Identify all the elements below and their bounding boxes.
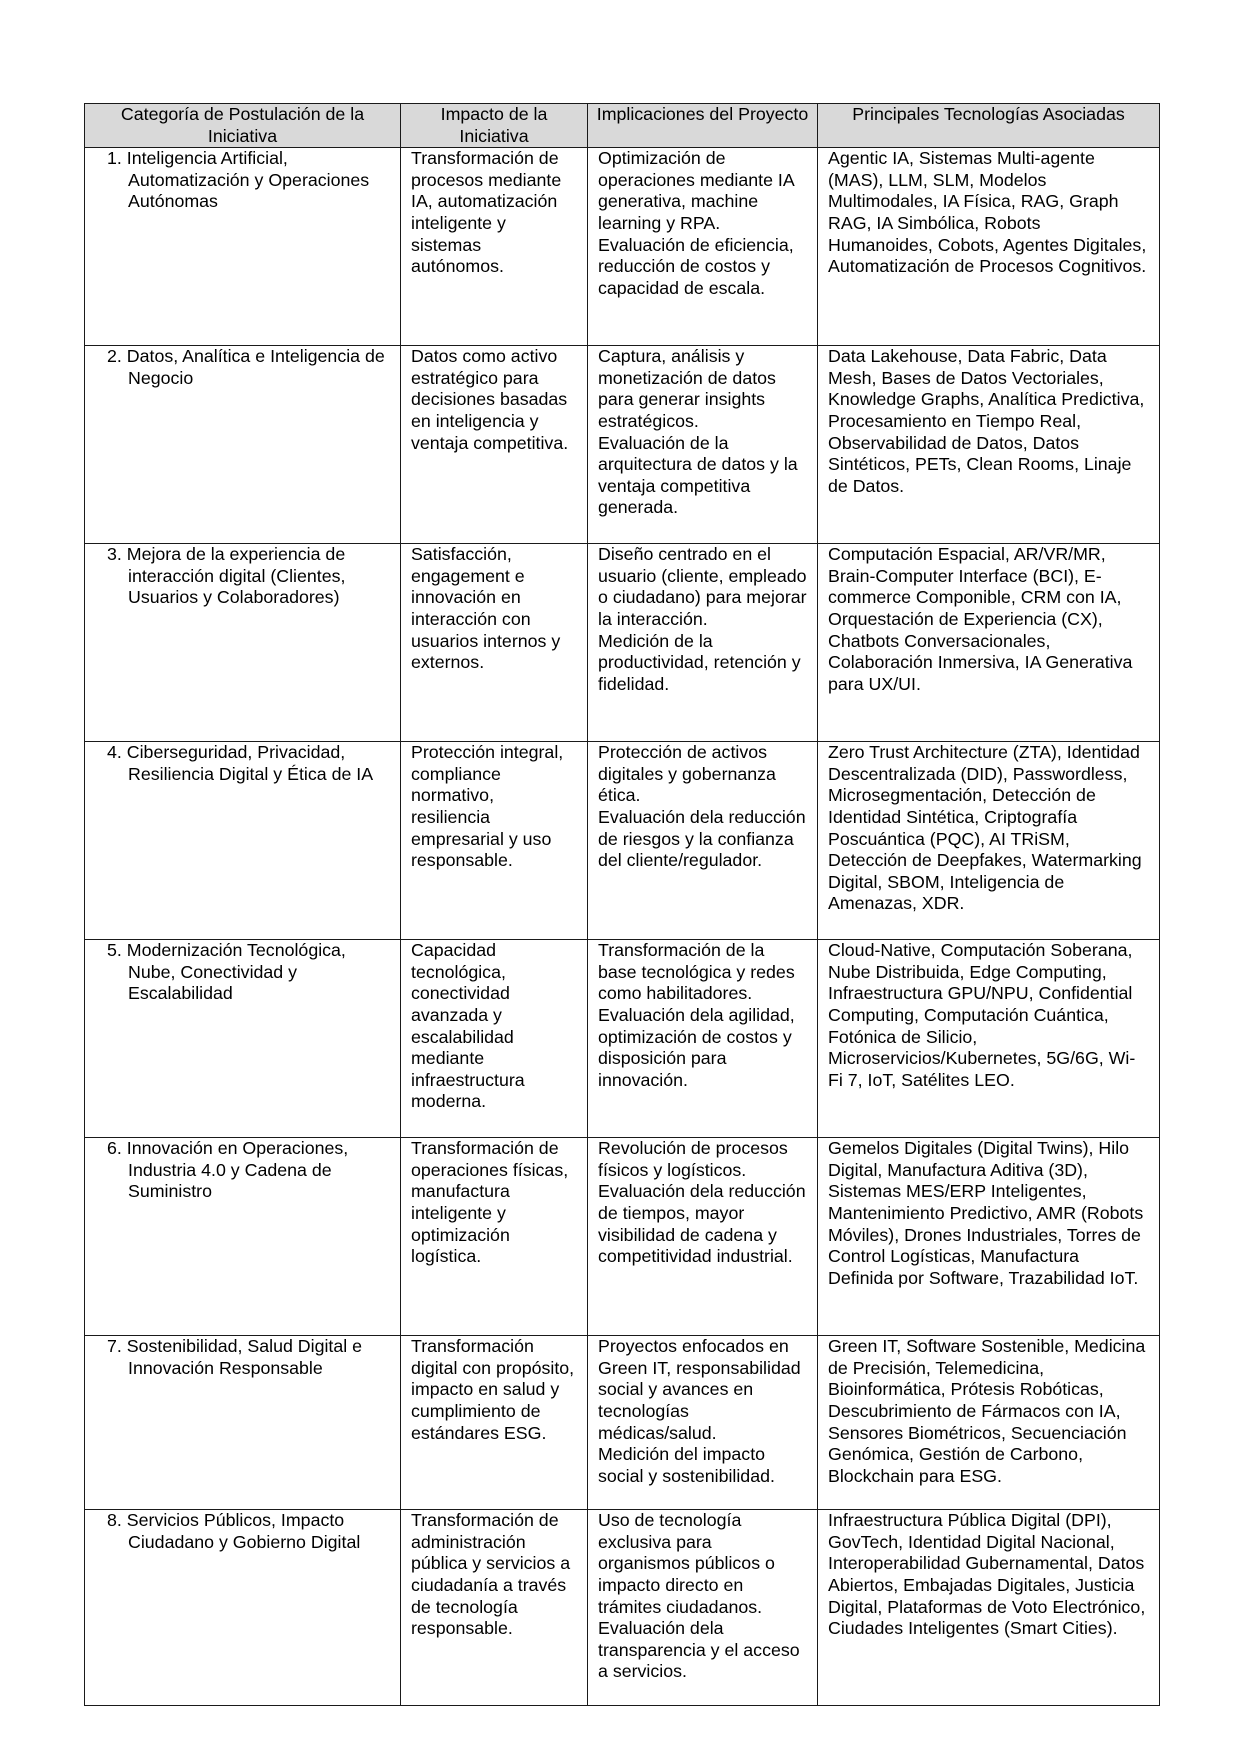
table-row <box>85 1336 1160 1510</box>
cell-impact-text: Protección integral, compliance normativo, resiliencia empresarial y uso responsable. <box>411 742 564 871</box>
cell-implications <box>588 148 818 346</box>
cell-category-text: 1. Inteligencia Artificial, Automatización y Operaciones Autónomas <box>107 148 370 212</box>
cell-category-text: 5. Modernización Tecnológica, Nube, Conectividad y Escalabilidad <box>107 940 346 1004</box>
cell-category-text: 3. Mejora de la experiencia de interacción digital (Clientes, Usuarios y Colaboradores) <box>107 544 346 608</box>
initiative-categories-table <box>84 103 1160 1706</box>
cell-technologies-text: Computación Espacial, AR/VR/MR, Brain-Computer Interface (BCI), E-commerce Componible, CRM con IA, Orquestación de Experiencia (CX), Chatbots Conversacionales, Colaboración Inmersiva, IA Generativa para UX/UI. <box>828 544 1133 694</box>
cell-category <box>85 1138 401 1336</box>
cell-impact <box>401 1138 588 1336</box>
cell-category-text: 8. Servicios Públicos, Impacto Ciudadano y Gobierno Digital <box>107 1510 361 1552</box>
cell-implications <box>588 742 818 940</box>
cell-technologies-text: Infraestructura Pública Digital (DPI), GovTech, Identidad Digital Nacional, Interoperabilidad Gubernamental, Datos Abiertos, Embajadas Digitales, Justicia Digital, Plataformas de Voto Electrónico, Ciudades Inteligentes (Smart Cities). <box>828 1510 1146 1639</box>
cell-implications-text: Diseño centrado en el usuario (cliente, empleado o ciudadano) para mejorar la interacción. Medición de la productividad, retención y fidelidad. <box>598 544 807 694</box>
cell-category <box>85 1336 401 1510</box>
cell-technologies-text: Zero Trust Architecture (ZTA), Identidad Descentralizada (DID), Passwordless, Microsegmentación, Detección de Identidad Sintética, Criptografía Poscuántica (PQC), AI TRiSM, Detección de Deepfakes, Watermarking Digital, SBOM, Inteligencia de Amenazas, XDR. <box>828 742 1142 914</box>
cell-implications-text: Transformación de la base tecnológica y redes como habilitadores. Evaluación dela agilidad, optimización de costos y disposición para innovación. <box>598 940 795 1090</box>
header-implications: Implicaciones del Proyecto <box>588 104 818 148</box>
cell-technologies <box>818 742 1160 940</box>
cell-impact-text: Satisfacción, engagement e innovación en interacción con usuarios internos y externos. <box>411 544 561 673</box>
cell-technologies-text: Gemelos Digitales (Digital Twins), Hilo Digital, Manufactura Aditiva (3D), Sistemas MES/ERP Inteligentes, Mantenimiento Predictivo, AMR (Robots Móviles), Drones Industriales, Torres de Control Logísticas, Manufactura Definida por Software, Trazabilidad IoT. <box>828 1138 1144 1288</box>
table-row <box>85 346 1160 544</box>
cell-technologies <box>818 940 1160 1138</box>
cell-impact <box>401 940 588 1138</box>
cell-impact-text: Transformación de administración pública y servicios a ciudadanía a través de tecnología responsable. <box>411 1510 571 1639</box>
cell-impact-text: Transformación digital con propósito, impacto en salud y cumplimiento de estándares ESG. <box>411 1336 575 1443</box>
cell-technologies-text: Green IT, Software Sostenible, Medicina de Precisión, Telemedicina, Bioinformática, Prótesis Robóticas, Descubrimiento de Fármacos con IA, Sensores Biométricos, Secuenciación Genómica, Gestión de Carbono, Blockchain para ESG. <box>828 1336 1146 1486</box>
cell-impact <box>401 346 588 544</box>
cell-category-text: 4. Ciberseguridad, Privacidad, Resiliencia Digital y Ética de IA <box>107 742 374 784</box>
cell-category-text: 7. Sostenibilidad, Salud Digital e Innovación Responsable <box>107 1336 363 1378</box>
cell-technologies <box>818 1510 1160 1706</box>
cell-technologies-text: Cloud-Native, Computación Soberana, Nube Distribuida, Edge Computing, Infraestructura GPU/NPU, Confidential Computing, Computación Cuántica, Fotónica de Silicio, Microservicios/Kubernetes, 5G/6G, Wi-Fi 7, IoT, Satélites LEO. <box>828 940 1136 1090</box>
cell-impact <box>401 742 588 940</box>
cell-technologies <box>818 148 1160 346</box>
cell-impact-text: Datos como activo estratégico para decisiones basadas en inteligencia y ventaja competitiva. <box>411 346 569 453</box>
cell-category <box>85 742 401 940</box>
cell-category-text: 6. Innovación en Operaciones, Industria 4.0 y Cadena de Suministro <box>107 1138 349 1202</box>
cell-technologies <box>818 544 1160 742</box>
cell-technologies <box>818 1138 1160 1336</box>
cell-impact-text: Transformación de procesos mediante IA, automatización inteligente y sistemas autónomos. <box>411 148 562 277</box>
cell-impact <box>401 544 588 742</box>
cell-impact <box>401 1336 588 1510</box>
cell-technologies-text: Data Lakehouse, Data Fabric, Data Mesh, Bases de Datos Vectoriales, Knowledge Graphs, Analítica Predictiva, Procesamiento en Tiempo Real, Observabilidad de Datos, Datos Sintéticos, PETs, Clean Rooms, Linaje de Datos. <box>828 346 1145 496</box>
cell-impact <box>401 1510 588 1706</box>
cell-category-text: 2. Datos, Analítica e Inteligencia de Negocio <box>107 346 385 388</box>
table-row <box>85 544 1160 742</box>
table-row <box>85 940 1160 1138</box>
header-row <box>85 104 1160 148</box>
table-body <box>85 148 1160 1706</box>
cell-implications-text: Captura, análisis y monetización de datos para generar insights estratégicos. Evaluación de la arquitectura de datos y la ventaja competitiva generada. <box>598 346 798 518</box>
cell-implications-text: Optimización de operaciones mediante IA generativa, machine learning y RPA. Evaluación de eficiencia, reducción de costos y capacidad de escala. <box>598 148 794 298</box>
cell-implications-text: Proyectos enfocados en Green IT, responsabilidad social y avances en tecnologías médicas/salud. Medición del impacto social y sostenibilidad. <box>598 1336 801 1486</box>
cell-category <box>85 544 401 742</box>
table-row <box>85 742 1160 940</box>
header-technologies: Principales Tecnologías Asociadas <box>818 104 1160 148</box>
table-row <box>85 1138 1160 1336</box>
cell-implications <box>588 1510 818 1706</box>
cell-technologies <box>818 1336 1160 1510</box>
cell-implications <box>588 346 818 544</box>
cell-implications <box>588 1336 818 1510</box>
cell-technologies-text: Agentic IA, Sistemas Multi-agente (MAS), LLM, SLM, Modelos Multimodales, IA Física, RAG, Graph RAG, IA Simbólica, Robots Humanoides, Cobots, Agentes Digitales, Automatización de Procesos Cognitivos. <box>828 148 1147 277</box>
cell-implications-text: Protección de activos digitales y gobernanza ética. Evaluación dela reducción de riesgos y la confianza del cliente/regulador. <box>598 742 806 871</box>
table-row <box>85 1510 1160 1706</box>
cell-implications-text: Uso de tecnología exclusiva para organismos públicos o impacto directo en trámites ciudadanos. Evaluación dela transparencia y el acceso a servicios. <box>598 1510 800 1682</box>
cell-impact <box>401 148 588 346</box>
header-category: Categoría de Postulación de la Iniciativa <box>85 104 401 148</box>
table-row <box>85 148 1160 346</box>
cell-technologies <box>818 346 1160 544</box>
header-impact: Impacto de la Iniciativa <box>401 104 588 148</box>
cell-category <box>85 148 401 346</box>
cell-implications <box>588 544 818 742</box>
cell-impact-text: Transformación de operaciones físicas, manufactura inteligente y optimización logística. <box>411 1138 569 1267</box>
cell-implications-text: Revolución de procesos físicos y logísticos. Evaluación dela reducción de tiempos, mayor visibilidad de cadena y competitividad industrial. <box>598 1138 806 1267</box>
cell-implications <box>588 1138 818 1336</box>
table-header <box>85 104 1160 148</box>
cell-category <box>85 940 401 1138</box>
cell-category <box>85 346 401 544</box>
cell-impact-text: Capacidad tecnológica, conectividad avanzada y escalabilidad mediante infraestructura moderna. <box>411 940 525 1112</box>
cell-implications <box>588 940 818 1138</box>
cell-category <box>85 1510 401 1706</box>
